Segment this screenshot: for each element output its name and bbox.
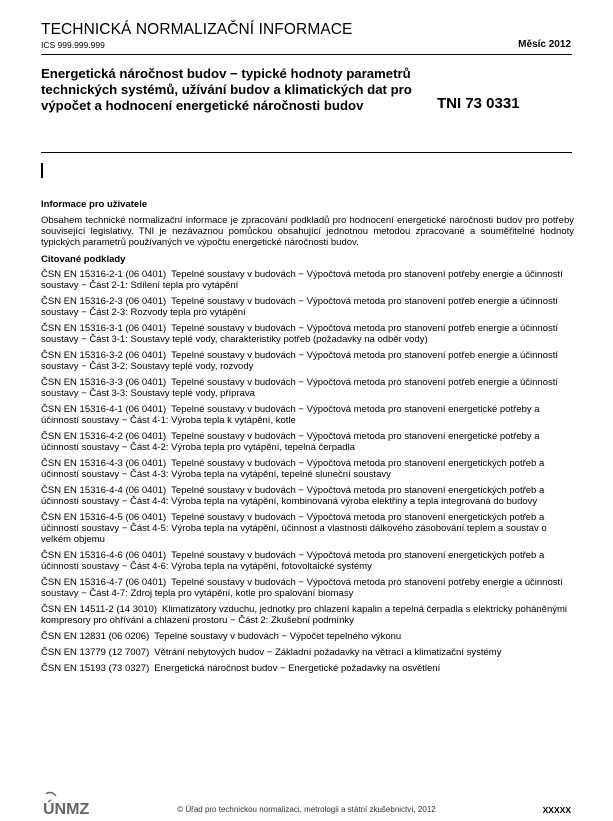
reference-code: ČSN EN 15316-2-1 (06 0401) — [41, 269, 167, 280]
reference-code: ČSN EN 15316-2-3 (06 0401) — [41, 296, 167, 307]
reference-title: Energetická náročnost budov − Energetické požadavky na osvětlení — [154, 663, 441, 674]
logo-mark-icon — [46, 793, 56, 797]
reference-title: Klimatizátory vzduchu, jednotky pro chlazení kapalin a tepelná čerpadla s elektricky poháněnými kompresory pro ohřívání a chlazení prostoru − Část 2: Zkušební podmínky — [41, 604, 568, 626]
reference-title: Tepelné soustavy v budovách − Výpočet tepelného výkonu — [154, 631, 402, 642]
references-heading: Citované podklady — [41, 254, 126, 265]
reference-title: Tepelné soustavy v budovách − Výpočtová metoda pro stanovení energetické potřeby a účinností soustavy − Část 4-2: Výroba tepla pro vytápění, tepelná čerpadla — [41, 431, 540, 453]
reference-item — [41, 269, 574, 291]
reference-title: Tepelné soustavy v budovách − Výpočtová metoda pro stanovení energetické potřeby a účinností soustavy − Část 4-1: Výroba tepla k vytápění, kotle — [41, 404, 540, 426]
reference-item — [41, 377, 574, 399]
reference-title: Tepelné soustavy v budovách − Výpočtová metoda pro stanovení potřeb energie a účinností soustavy − Část 3-3: Soustavy teplé vody, příprava — [41, 377, 559, 399]
reference-title: Tepelné soustavy v budovách − Výpočtová metoda pro stanovení potřeb energie a účinností soustavy − Část 2-3: Rozvody tepla pro vytápění — [41, 296, 559, 318]
reference-item — [41, 296, 574, 318]
reference-item — [41, 458, 574, 480]
header-divider — [41, 54, 572, 55]
reference-item — [41, 663, 574, 674]
header-title: TECHNICKÁ NORMALIZAČNÍ INFORMACE — [41, 21, 353, 38]
copyright-notice: © Úřad pro technickou normalizaci, metrologii a státní zkušebnictví, 2012 — [177, 805, 436, 814]
reference-item — [41, 604, 574, 626]
document-number: TNI 73 0331 — [437, 95, 520, 112]
references-list — [41, 269, 574, 674]
reference-code: ČSN EN 15316-4-2 (06 0401) — [41, 431, 167, 442]
info-text: Obsahem technické normalizační informace je zpracování podkladů pro hodnocení energetické náročnosti budov pro potřeby související legislativy. TNI je nezávaznou pomůckou obsahující jednotnou metodou zpracované a souměřitelné hodnoty typických parametrů používaných ve výpočtu energetické náročnosti budov. — [41, 215, 574, 248]
reference-title: Tepelné soustavy v budovách − Výpočtová metoda pro stanovení potřeby energie a účinností soustavy − Část 4-7: Zdroj tepla pro vytápění, kotle pro spalování biomasy — [41, 577, 563, 599]
reference-item — [41, 647, 574, 658]
reference-code: ČSN EN 15316-3-1 (06 0401) — [41, 323, 167, 334]
reference-item — [41, 550, 574, 572]
logo-text: ÚNMZ — [43, 801, 90, 818]
document-body — [41, 199, 574, 679]
reference-code: ČSN EN 15316-4-7 (06 0401) — [41, 577, 167, 588]
reference-title: Tepelné soustavy v budovách − Výpočtová metoda pro stanovení potřeb energie a účinností soustavy − Část 3-1: Soustavy teplé vody, charakteristiky potřeb (požadavky na odběr vody) — [41, 323, 559, 345]
reference-item — [41, 404, 574, 426]
reference-code: ČSN EN 15316-4-4 (06 0401) — [41, 485, 167, 496]
document-title: Energetická náročnost budov − typické hodnoty parametrů technických systémů, užívání budov a klimatických dat pro výpočet a hodnocení energetické náročnosti budov — [41, 66, 412, 113]
reference-title: Tepelné soustavy v budovách − Výpočtová metoda pro stanovení energetických potřeb a účinností soustavy − Část 4-3: Výroba tepla na vytápění, tepelné sluneční soustavy — [41, 458, 545, 480]
info-heading: Informace pro uživatele — [41, 199, 148, 210]
reference-title: Tepelné soustavy v budovách − Výpočtová metoda pro stanovení energetických potřeb a účinností soustavy − Část 4-6: Výroba tepla na vytápění, fotovoltaické systémy — [41, 550, 545, 572]
reference-code: ČSN EN 15316-4-5 (06 0401) — [41, 512, 167, 523]
page-code: XXXXX — [542, 805, 571, 815]
reference-title: Tepelné soustavy v budovách − Výpočtová metoda pro stanovení potřeby energie a účinností soustavy − Část 2-1: Sdílení tepla pro vytápění — [41, 269, 563, 291]
title-divider — [41, 152, 572, 153]
reference-title: Tepelné soustavy v budovách − Výpočtová metoda pro stanovení potřeb energie a účinností soustavy − Část 3-2: Soustavy teplé vody, rozvody — [41, 350, 559, 372]
reference-item — [41, 485, 574, 507]
reference-code: ČSN EN 15316-4-3 (06 0401) — [41, 458, 167, 469]
reference-code: ČSN EN 15316-3-3 (06 0401) — [41, 377, 167, 388]
reference-code: ČSN EN 12831 (06 0206) — [41, 631, 150, 642]
reference-code: ČSN EN 15316-4-1 (06 0401) — [41, 404, 167, 415]
reference-code: ČSN EN 15193 (73 0327) — [41, 663, 150, 674]
reference-code: ČSN EN 15316-3-2 (06 0401) — [41, 350, 167, 361]
reference-code: ČSN EN 15316-4-6 (06 0401) — [41, 550, 167, 561]
ics-code: ICS 999.999.999 — [41, 40, 105, 50]
reference-item — [41, 350, 574, 372]
reference-item — [41, 577, 574, 599]
reference-code: ČSN EN 14511-2 (14 3010) — [41, 604, 157, 615]
reference-item — [41, 512, 574, 545]
reference-item — [41, 631, 574, 642]
reference-title: Tepelné soustavy v budovách − Výpočtová metoda pro stanovení energetických potřeb a účinností soustavy − Část 4-5: Výroba tepla na vytápění, účinnost a vlastnosti dálkového zásobování teplem a soustav o velkém objemu — [41, 512, 547, 545]
reference-item — [41, 323, 574, 345]
reference-item — [41, 431, 574, 453]
header-month: Měsíc 2012 — [518, 39, 571, 50]
text-cursor[interactable] — [41, 163, 43, 178]
reference-code: ČSN EN 13779 (12 7007) — [41, 647, 150, 658]
reference-title: Větrání nebytových budov − Základní požadavky na větrací a klimatizační systémy — [154, 647, 502, 658]
reference-title: Tepelné soustavy v budovách − Výpočtová metoda pro stanovení energetických potřeb a účinností soustavy − Část 4-4: Výroba tepla na vytápění, kombinovaná výroba elektřiny a tepla integrovaná do budovy — [41, 485, 545, 507]
